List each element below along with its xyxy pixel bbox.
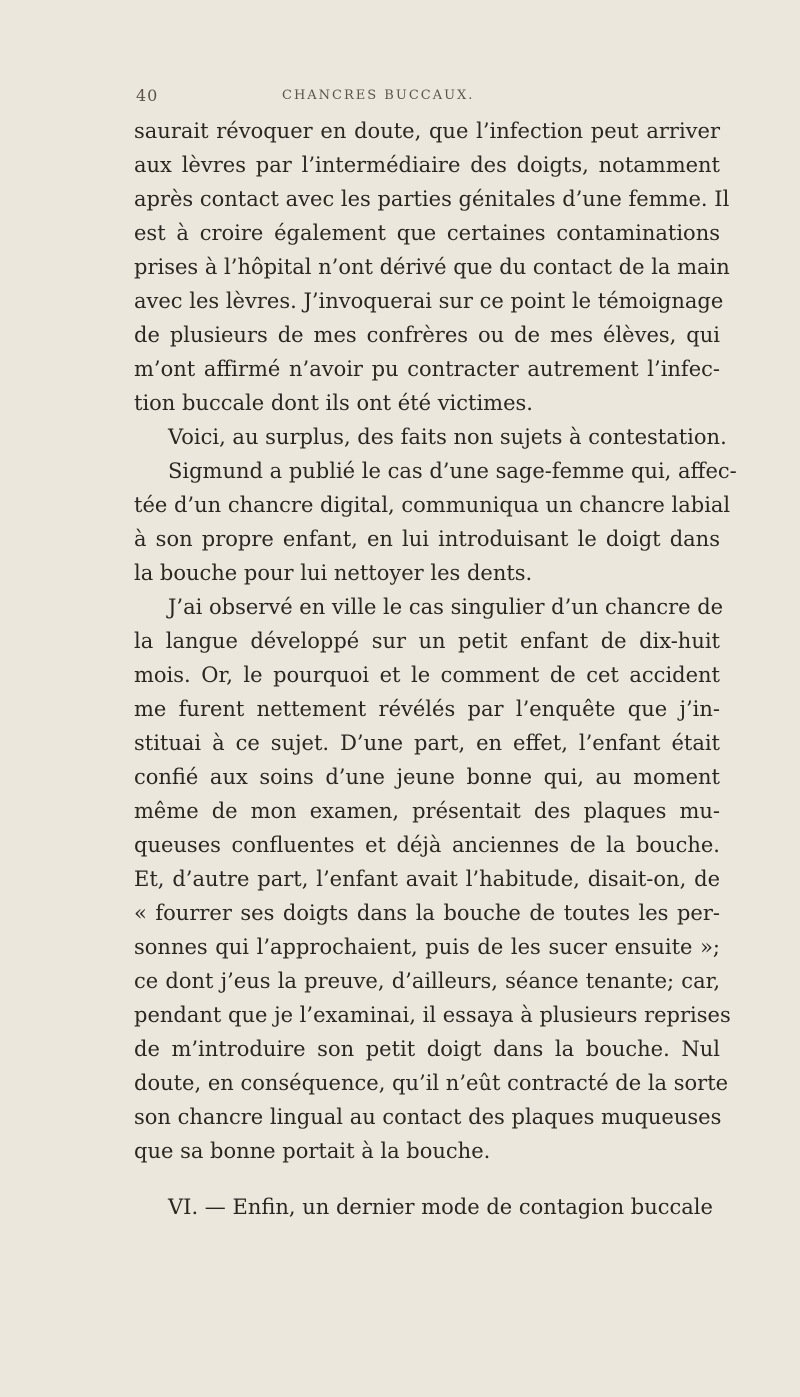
text-line: après contact avec les parties génitales d’une femme. Il <box>134 187 730 211</box>
text-line: même de mon examen, présentait des plaques mu- <box>134 799 720 823</box>
text-line: Et, d’autre part, l’enfant avait l’habitude, disait-on, de <box>134 867 720 891</box>
running-title: CHANCRES BUCCAUX. <box>282 88 475 103</box>
paragraph <box>134 420 727 454</box>
text-line: me furent nettement révélés par l’enquête que j’in- <box>134 697 720 721</box>
text-line: J’ai observé en ville le cas singulier d’un chancre de <box>168 595 724 619</box>
text-line: mois. Or, le pourquoi et le comment de cet accident <box>134 663 720 687</box>
text-line: avec les lèvres. J’invoquerai sur ce point le témoignage <box>134 289 724 313</box>
text-line: aux lèvres par l’intermédiaire des doigts, notamment <box>134 153 720 177</box>
text-line: saurait révoquer en doute, que l’infection peut arriver <box>134 119 720 143</box>
text-line: tion buccale dont ils ont été victimes. <box>134 391 533 415</box>
text-line: tée d’un chancre digital, communiqua un chancre labial <box>134 493 731 517</box>
paragraph-gap <box>134 1168 720 1190</box>
text-line: sonnes qui l’approchaient, puis de les sucer ensuite »; <box>134 935 720 959</box>
text-line: pendant que je l’examinai, il essaya à plusieurs reprises <box>134 1003 731 1027</box>
text-line: « fourrer ses doigts dans la bouche de toutes les per- <box>134 901 720 925</box>
text-line: de m’introduire son petit doigt dans la bouche. Nul <box>134 1037 720 1061</box>
text-line: m’ont affirmé n’avoir pu contracter autrement l’infec- <box>134 357 720 381</box>
paragraph-section-vi <box>134 1190 720 1224</box>
text-line: que sa bonne portait à la bouche. <box>134 1139 491 1163</box>
text-line: Sigmund a publié le cas d’une sage-femme qui, affec- <box>168 459 737 483</box>
page-number: 40 <box>136 86 159 105</box>
text-line: la bouche pour lui nettoyer les dents. <box>134 561 533 585</box>
text-line: Voici, au surplus, des faits non sujets à contestation. <box>168 425 727 449</box>
paragraph-continuation <box>134 114 730 420</box>
text-line: doute, en conséquence, qu’il n’eût contracté de la sorte <box>134 1071 729 1095</box>
text-line: ce dont j’eus la preuve, d’ailleurs, séance tenante; car, <box>134 969 720 993</box>
paragraph <box>134 590 731 1168</box>
text-line: prises à l’hôpital n’ont dérivé que du contact de la main <box>134 255 730 279</box>
text-line: stituai à ce sujet. D’une part, en effet, l’enfant était <box>134 731 720 755</box>
paragraph <box>134 454 737 590</box>
text-line: de plusieurs de mes confrères ou de mes élèves, qui <box>134 323 720 347</box>
text-line: à son propre enfant, en lui introduisant le doigt dans <box>134 527 720 551</box>
text-line: son chancre lingual au contact des plaques muqueuses <box>134 1105 722 1129</box>
text-line: confié aux soins d’une jeune bonne qui, au moment <box>134 765 720 789</box>
text-line: est à croire également que certaines contaminations <box>134 221 720 245</box>
text-line: la langue développé sur un petit enfant de dix-huit <box>134 629 720 653</box>
body-text <box>134 114 737 1224</box>
page-header <box>0 86 800 110</box>
text-line: queuses confluentes et déjà anciennes de la bouche. <box>134 833 720 857</box>
text-line: VI. — Enfin, un dernier mode de contagion buccale <box>168 1195 713 1219</box>
